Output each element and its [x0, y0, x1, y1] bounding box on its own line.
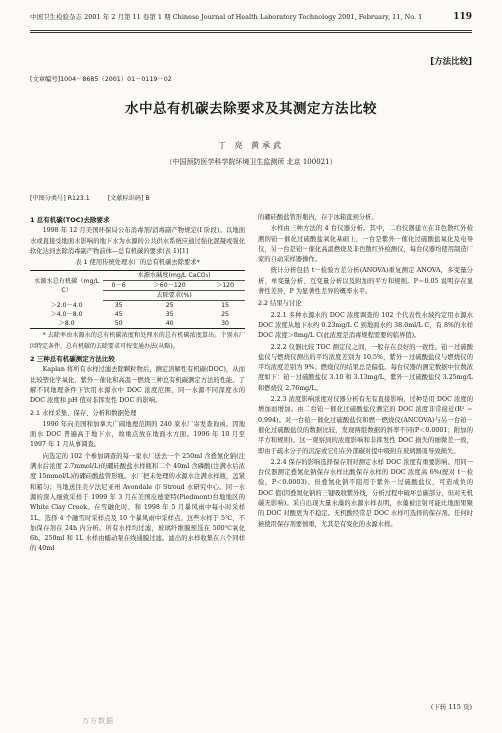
table-cell: 35 — [165, 311, 174, 319]
table-sub-header: ＞120 — [205, 281, 245, 291]
table-cell: 50 — [103, 319, 134, 329]
left-column — [30, 213, 245, 556]
section-2-2-heading: 2.2 结果与讨论 — [258, 300, 302, 308]
body-paragraph: 2.2.1 多种水源水的 DOC 浓度调查的 102 个代表性水域约定用水源水 DOC 浓度从地下水约 0.23mg/L C 到地面水约 38.0ml/L C，有 8%的水样 DOC 浓度＞8mg/L C(此浓度是消毒规程需要的临界值)。 — [258, 311, 473, 340]
page-number: 119 — [453, 12, 472, 22]
document-code: [文献标识码] B — [107, 195, 150, 202]
body-paragraph: 统计分析包括 t－检验方差分析(ANOVA)重复测定 ANOVA，多变量分析、单变量分析、互变量分析以及附加的平方和规则。P＝0.05 说明存在显著性差异，P 为显著性差异的概率水平。 — [258, 267, 473, 296]
header-rule-1 — [30, 30, 472, 31]
section-2-heading: 2 三种总有机碳测定方法比较 — [30, 355, 115, 364]
article-title: 水中总有机碳去除要求及其测定方法比较 — [125, 101, 377, 117]
table-cell: 45 — [114, 311, 123, 319]
continued-note: (下转 115 页) — [430, 703, 472, 711]
table-sub-header: 0－6 — [103, 281, 134, 291]
table-1-note: * 去除率由水源水的总有机碳浓度和处理水的总有机碳浓度算出。个别水厂因特定条件，总有机碳的去除要求可按变通办法(从略)。 — [30, 332, 245, 350]
table-cell: 25 — [165, 302, 174, 310]
right-column — [258, 213, 473, 531]
section-2-1-heading: 2.1 水样采集、保存、分析和数据处理 — [30, 409, 137, 417]
table-cell: 40 — [134, 319, 205, 329]
table-col0-header: 水源水总有机碳（mg/L C） — [30, 271, 103, 301]
classification-line — [30, 193, 166, 202]
table-group-header: 水源水碱度(mg/L CaCO₃) — [103, 271, 245, 281]
table-row — [30, 310, 245, 319]
section-1-paragraph: 1998 年 12 月美国环保局公布消毒剂/消毒副产物规定(I 阶段)。以地面水或直接受地面水影响的地下水为水源的公共供水系统应通过强化混凝或强化软化达到去除消毒副产物前体—总有机碳的要求(表 1)[1] — [30, 227, 245, 255]
table-row — [30, 319, 245, 329]
header-rule-2 — [30, 32, 472, 33]
table-1 — [30, 270, 245, 329]
table-cell: 30 — [205, 319, 245, 329]
table-1-caption: 表 1 使用传统处理水厂的总有机碳去除要求* — [75, 259, 200, 267]
running-header — [30, 12, 472, 22]
section-2-paragraph: Kaplan 将所有水样过滤去除颗粒物后，测定溶解性有机碳(DOC)，从而比较塑化学氧化、紫外－催化和高温－燃烧三种总有机碳测定方法的性能。了解不同地理条件下饮用水源水中 DOC 浓度范围，同一水源不同深度水的 DOC 浓度和 pH 值对非挥发性 DOC 的影响。 — [30, 366, 245, 405]
watermark: 万方数据 — [82, 717, 114, 725]
body-paragraph: 水样由三种方法的 4 台仪器分析。其中，二台仪器建立在非色散红外检测的铂－催化过硫酸盐氧化基础上，一台是紫外－催化过硫酸盐氧化及电导仪，另一台是铂－催化高温燃烧及非色散红外检测仪，每台仪器均使用制造厂家的自动采样器操作。 — [258, 225, 473, 264]
table-cell: ＞4.0－8.0 — [50, 311, 83, 319]
authors: 丁 亮 黄承武 — [217, 141, 285, 150]
table-unit-row: 去除要求(%) — [103, 291, 245, 301]
clc-code: [中图分类号] R123.1 — [30, 195, 90, 202]
table-cell: ＞8.0 — [30, 319, 103, 329]
table-sub-header: ＞60－120 — [134, 281, 205, 291]
table-cell: 35 — [114, 302, 123, 310]
section-1-heading: 1 总有机碳(TOC)去除要求 — [30, 216, 110, 224]
section-2-1-paragraph: 向选定的 102 个参加调查的每一家水厂送去一个 250ml 含叠氮化钠(注满水后浓度 2.7mmol/L)的硼硅酸盐水样瓶和二个 40ml 含磷酸(注满水后浓度 15mmol/L)的硼硅酸盐管形瓶。水厂把未处理的水源水注满水样瓶，盖紧和箱匀；当地送往美夕法尼亚州 Avondale 市 Stroud 水研究中心。同一水源的深入细致采样于 1999 年 3 月在美国皮德蒙特(Piedmont)台地地区的 White Clay Creek。在雪融化时，和 1998 年 5 月暴风雨中每小时采样 1L。选择 4 个融雪时采样点及 10 个暴风雨中采样点。这些水样于 5℃，不加保存剂在 24h 内分析。所有水样均过滤，玻璃纤维膜预选在 500℃氧化 6h。250ml 和 1L 水样由蠕动泵在线通膜过滤。滤出的水样收集在六个同样的 40ml — [30, 452, 245, 553]
column-badge: [方法比较] — [430, 57, 472, 67]
body-paragraph: 2.2.4 保存的影响选择保存剂对测定水样 DOC 浓度有重要影响。用同一台仪器测定叠氮化钠保存水样比酸保存水样的 DOC 浓度高 6%(配对 t－检验，P＜0.0003)。但叠氮化钠不阻用于紫外－过硫酸盐仪，可造成负的 DOC 值(因叠氮化钠的三键吸收紫外线，分析过程中破坏总碳部分，但对无机碳无影响)。采自出现大量水藻的水源水样表明，水藻被注射可能比地面果聚的 DOC 对酸更为不稳定。无机酸经常是 DOC 水样可选择的保存剂。任何时候使用保存剂要慎重，尤其是有变化的水源水样。 — [258, 458, 473, 528]
article-number: [文章编号]1004－8685（2001）01－0119－02 — [30, 76, 172, 83]
body-paragraph: 2.2.2 仪器比较 TOC 测定仪之间，一般存在良好的一致性。铂－过硫酸盐仪与燃烧仪测出的平均浓度差别为 10.5%，紫外－过硫酸盐仪与燃烧仪的平均浓度差别为 9%；燃烧仪的结果总是偏低。每台仪器的测定数据中位数浓度如下：铂－过硫酸盐仪 3.10 和 3.13mg/L，紫外－过硫酸盐仪 3.25mg/L 和燃烧仪 2.76mg/L。 — [258, 343, 473, 392]
journal-citation: 中国卫生检验杂志 2001 年 2 月第 11 卷第 1 期 Chinese Journal of Health Laboratory Technology 2001, February, 11, No. 1 — [30, 13, 423, 21]
affiliation: （中国预防医学科学院环境卫生监测所 北京 100021） — [165, 158, 337, 166]
section-2-1-paragraph: 1996 年向美国和加拿大广阔地理范围的 240 家水厂寄发查询函。因地面水 DOC 普遍高于地下水，故重点放在地面水方面。1996 年 10 月至 1997 年 1 月从事调查。 — [30, 420, 245, 449]
body-paragraph: 2.2.3 浓度影响浓度对仪器分析有无有直接影响，过种是用 DOC 浓度的增加而增加。由二台铂－催化过硫酸盐仪测定的 DOC 浓度非常接近(R² ＝0.994)。对一台铂－催化过硫酸盐仪和燃－燃烧仪(ANCOVA)与另一台铂－催化过硫酸盐仪的数据比较，发现两组数据的斜率不同(P＜0.0001；附加的平方和规则)。这一观察到的浓度影响和非挥发性 DOC 损失的细微差一致，即由于疏水分子的沉淀或它们在外部碳对提中吸附在玻璃器皿导致损失。 — [258, 396, 473, 455]
table-cell: ＞2.0－4.0 — [50, 302, 83, 310]
table-cell: 25 — [221, 311, 229, 319]
body-paragraph: 的硼硅酸盐管形瓶内，存于冰箱直到分析。 — [258, 214, 378, 221]
table-cell: 15 — [221, 302, 229, 310]
table-row — [30, 301, 245, 311]
